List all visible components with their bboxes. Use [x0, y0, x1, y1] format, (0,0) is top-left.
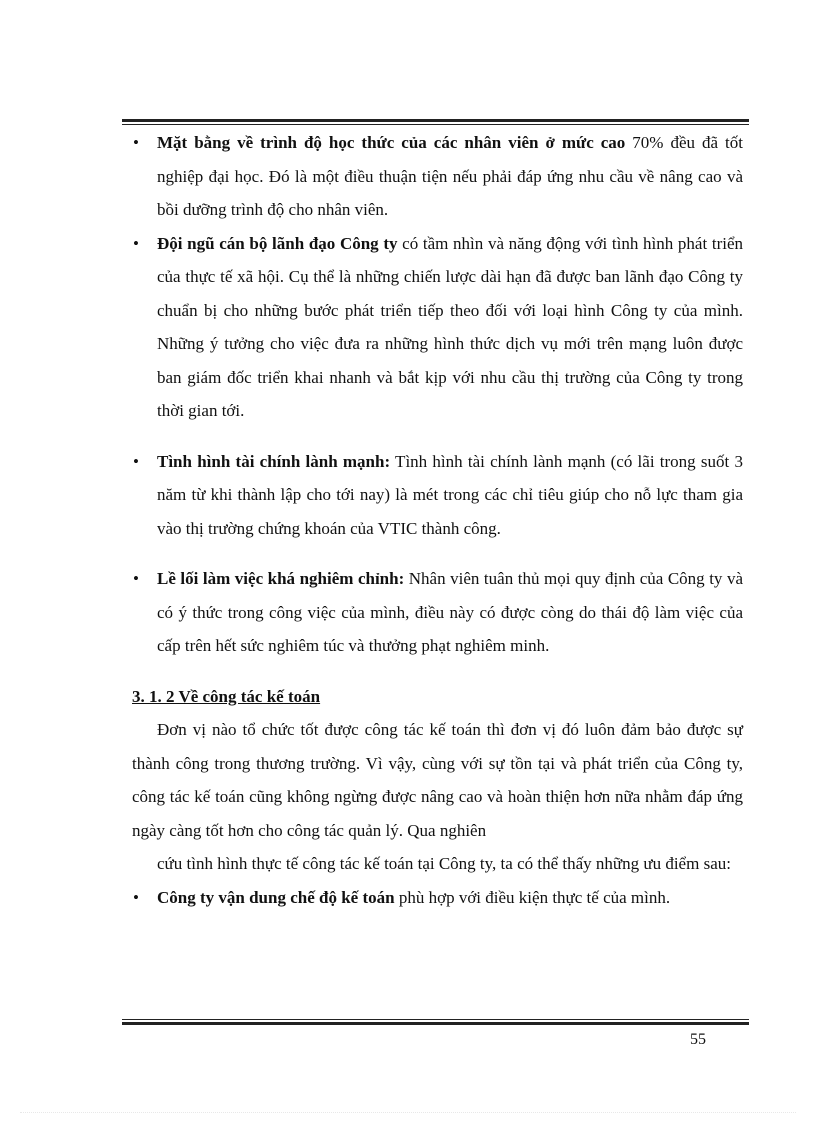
- page-number: 55: [690, 1031, 706, 1048]
- bullet-item: [132, 881, 743, 915]
- bullet-bold-lead: Mặt bằng về trình độ học thức của các nhân viên ở mức cao: [157, 133, 626, 152]
- bullet-dot: •: [133, 569, 139, 588]
- bullet-dot: •: [133, 451, 139, 471]
- body-paragraph: cứu tình hình thực tế công tác kế toán tại Công ty, ta có thể thấy những ưu điểm sau:: [157, 854, 731, 873]
- bullet-text: 70% đều đã tốt nghiệp đại học. Đó là một điều thuận tiện nếu phải đáp ứng nhu cầu về nâng cao và bồi dưỡng trình độ cho nhân viên.: [157, 133, 743, 219]
- header-rule: [122, 119, 749, 125]
- bullet-bold-lead: Lề lối làm việc khá nghiêm chỉnh:: [157, 569, 405, 588]
- bullet-text: Nhân viên tuân thủ mọi quy định của Công ty và có ý thức trong công việc của mình, điều này có được còng do thái độ làm việc của cấp trên hết sức nghiêm túc và thưởng phạt nghiêm minh.: [157, 569, 744, 655]
- bullet-text: có tầm nhìn và năng động với tình hình phát triển của thực tế xã hội. Cụ thể là những chiến lược dài hạn đã được ban lãnh đạo Công ty chuẩn bị cho những bước phát triển tiếp theo đối với loại hình Công ty của mình. Những ý tưởng cho việc đưa ra những hình thức dịch vụ mới trên mạng luôn được ban giám đốc triển khai nhanh và bắt kịp với nhu cầu thị trường của Công ty trong thời gian tới.: [157, 233, 744, 420]
- page-edge-divider: [20, 1112, 796, 1113]
- section-heading: 3. 1. 2 Về công tác kế toán: [132, 686, 321, 706]
- bullet-bold-lead: Tình hình tài chính lành mạnh:: [157, 451, 391, 471]
- bullet-dot: •: [133, 887, 139, 907]
- bullet-text: Tình hình tài chính lành mạnh (có lãi trong suốt 3 năm từ khi thành lập cho tới nay) là mét trong các chỉ tiêu giúp cho nỗ lực tham gia vào thị trường chứng khoán của VTIC thành công.: [157, 451, 743, 538]
- bullet-bold-lead: Đội ngũ cán bộ lãnh đạo Công ty: [157, 233, 398, 253]
- bullet-item: [132, 562, 743, 663]
- bullet-dot: •: [133, 133, 139, 152]
- body-paragraph: Đơn vị nào tổ chức tốt được công tác kế toán thì đơn vị đó luôn đảm bảo được sự thành công trong thương trường. Vì vậy, cùng với sự tồn tại và phát triển của Công ty, công tác kế toán cũng không ngừng được nâng cao và hoàn thiện hơn nữa nhằm đáp ứng ngày càng tốt hơn cho công tác quản lý. Qua nghiên: [132, 720, 743, 840]
- bullet-text: phù hợp với điều kiện thực tế của mình.: [394, 887, 671, 907]
- bullet-bold-lead: Công ty vận dung chế độ kế toán: [157, 887, 395, 907]
- bullet-item: [132, 445, 743, 546]
- page-content: [132, 126, 743, 914]
- bullet-dot: •: [133, 233, 139, 253]
- footer-rule: [122, 1019, 749, 1025]
- bullet-item: [132, 227, 743, 428]
- bullet-item: [132, 126, 743, 227]
